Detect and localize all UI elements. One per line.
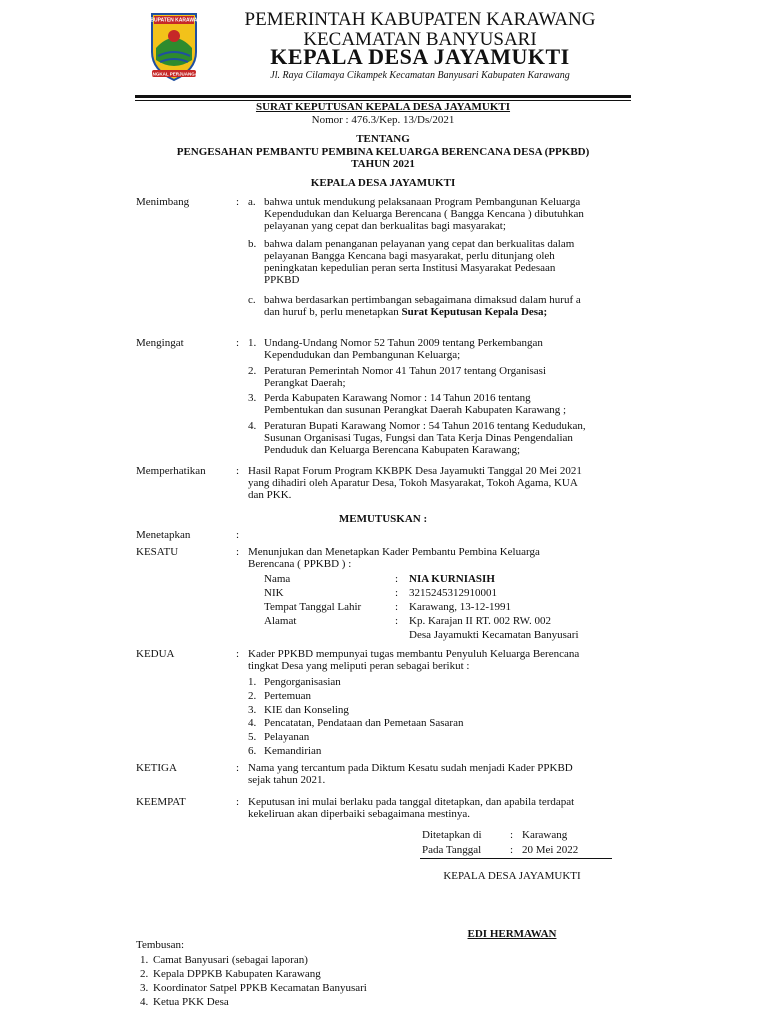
kesatu-label: KESATU [136,546,179,558]
authority-heading: KEPALA DESA JAYAMUKTI [310,177,456,189]
ketiga-label: KETIGA [136,762,177,774]
signature-rule [420,858,612,859]
keempat-colon: : [236,796,240,808]
tembusan-label: Tembusan: [136,939,185,951]
kedua-mark-1: 1. [248,676,257,688]
detail-value-alamat: Kp. Karajan II RT. 002 RW. 002 [409,615,552,627]
kedua-label: KEDUA [136,648,175,660]
kedua-text: Kader PPKBD mempunyai tugas membantu Penyuluh Keluarga Berencana tingkat Desa yang meliputi peran sebagai berikut : [248,648,580,672]
detail-label-nik: NIK [264,587,284,599]
kedua-mark-6: 6. [248,745,257,757]
tembusan-mark-2: 2. [140,968,149,980]
detail-label-nama: Nama [264,573,291,585]
tentang-heading: TENTANG [356,133,410,145]
svg-text:KABUPATEN KARAWANG: KABUPATEN KARAWANG [143,17,205,24]
menimbang-colon: : [236,196,240,208]
memperhatikan-text: Hasil Rapat Forum Program KKBPK Desa Jayamukti Tanggal 20 Mei 2021 yang dihadiri oleh Aparatur Desa, Tokoh Masyarakat, Tokoh Agama, KUA dan PKK. [248,465,582,501]
menimbang-item-b: bahwa dalam penanganan pelayanan yang cepat dan berkualitas dalam pelayanan Bangga Kencana bagi masyarakat, perlu ditunjang oleh peningkatan kepedulian peran serta Institusi Masyarakat Pedesaan PPKBD [264,238,575,286]
detail-colon: : [395,601,399,613]
header-rule-thick [135,95,631,98]
menetapkan-colon: : [236,529,240,541]
detail-colon: : [395,615,399,627]
kedua-item-2: Pertemuan [264,690,312,702]
ketiga-colon: : [236,762,240,774]
detail-label-alamat: Alamat [264,615,297,627]
kedua-item-3: KIE dan Konseling [264,704,349,716]
menimbang-label: Menimbang [136,196,190,208]
place-value: Karawang [522,829,568,841]
tembusan-item-2: Kepala DPPKB Kabupaten Karawang [153,968,321,980]
place-colon: : [510,829,514,841]
kedua-item-5: Pelayanan [264,731,310,743]
header-village-head: KEPALA DESA JAYAMUKTI [270,44,570,69]
tembusan-mark-4: 4. [140,996,149,1008]
mengingat-mark-1: 1. [248,337,257,349]
signature-title: KEPALA DESA JAYAMUKTI [443,870,581,882]
place-label: Ditetapkan di [422,829,482,841]
kedua-mark-3: 3. [248,704,257,716]
detail-colon: : [395,587,399,599]
decree-number: Nomor : 476.3/Kep. 13/Ds/2021 [311,114,455,126]
kedua-mark-5: 5. [248,731,257,743]
date-colon: : [510,844,514,856]
mengingat-mark-2: 2. [248,365,257,377]
menetapkan-label: Menetapkan [136,529,191,541]
detail-label-ttl: Tempat Tanggal Lahir [264,601,362,613]
mengingat-mark-3: 3. [248,392,257,404]
kedua-item-4: Pencatatan, Pendataan dan Pemetaan Sasaran [264,717,464,729]
mengingat-mark-4: 4. [248,420,257,432]
tembusan-mark-3: 3. [140,982,149,994]
detail-value-alamat-line2: Desa Jayamukti Kecamatan Banyusari [409,629,579,641]
kedua-colon: : [236,648,240,660]
menimbang-item-a: bahwa untuk mendukung pelaksanaan Program Pembangunan Keluarga Kependudukan dan Keluarga Berencana ( Bangga Kencana ) dibutuhkan pelayanan yang cepat dan berkualitas bagi masyarakat; [264,196,584,232]
mengingat-colon: : [236,337,240,349]
menimbang-mark-a: a. [248,196,256,208]
kesatu-text: Menunjukan dan Menetapkan Kader Pembantu Pembina Keluarga Berencana ( PPKBD ) : [248,546,540,570]
detail-colon: : [395,573,399,585]
header-address: Jl. Raya Cilamaya Cikampek Kecamatan Banyusari Kabupaten Karawang [270,70,570,81]
kedua-item-1: Pengorganisasian [264,676,341,688]
detail-value-ttl: Karawang, 13-12-1991 [409,601,512,613]
memutuskan-heading: MEMUTUSKAN : [338,513,428,525]
header-government: PEMERINTAH KABUPATEN KARAWANG [244,9,596,30]
header-district: KECAMATAN BANYUSARI [303,29,537,50]
tembusan-mark-1: 1. [140,954,149,966]
detail-value-nama: NIA KURNIASIH [409,573,495,585]
ketiga-text: Nama yang tercantum pada Diktum Kesatu sudah menjadi Kader PPKBD sejak tahun 2021. [248,762,573,786]
kedua-mark-4: 4. [248,717,257,729]
menimbang-item-c: bahwa berdasarkan pertimbangan sebagaimana dimaksud dalam huruf a dan huruf b, perlu menetapkan Surat Keputusan Kepala Desa; [264,294,581,318]
mengingat-label: Mengingat [136,337,184,349]
date-value: 20 Mei 2022 [522,844,579,856]
keempat-label: KEEMPAT [136,796,186,808]
karawang-regency-emblem [143,8,205,84]
decree-subject: PENGESAHAN PEMBANTU PEMBINA KELUARGA BERENCANA DESA (PPKBD) [176,146,590,158]
memperhatikan-label: Memperhatikan [136,465,206,477]
tembusan-item-4: Ketua PKK Desa [153,996,229,1008]
menimbang-mark-b: b. [248,238,257,250]
tembusan-item-1: Camat Banyusari (sebagai laporan) [153,954,308,966]
decree-year: TAHUN 2021 [351,158,415,170]
kedua-mark-2: 2. [248,690,257,702]
signature-name: EDI HERMAWAN [467,928,557,940]
mengingat-item-3: Perda Kabupaten Karawang Nomor : 14 Tahun 2016 tentang Pembentukan dan susunan Perangkat Daerah Kabupaten Karawang ; [264,392,567,416]
keempat-text: Keputusan ini mulai berlaku pada tanggal ditetapkan, dan apabila terdapat kekeliruan akan diperbaiki sebagaimana mestinya. [248,796,575,820]
date-label: Pada Tanggal [422,844,482,856]
mengingat-item-4: Peraturan Bupati Karawang Nomor : 54 Tahun 2016 tentang Kedudukan, Susunan Organisasi Tugas, Fungsi dan Tata Kerja Dinas Pengendalian Penduduk dan Keluarga Berencana Kabupaten Karawang; [264,420,586,456]
detail-value-nik: 3215245312910001 [409,587,497,599]
menimbang-mark-c: c. [248,294,256,306]
tembusan-item-3: Koordinator Satpel PPKB Kecamatan Banyusari [153,982,367,994]
svg-text:PANGKAL PERJUANGAN: PANGKAL PERJUANGAN [146,71,202,77]
mengingat-item-1: Undang-Undang Nomor 52 Tahun 2009 tentang Perkembangan Kependudukan dan Pembangunan Keluarga; [264,337,543,361]
mengingat-item-2: Peraturan Pemerintah Nomor 41 Tahun 2017 tentang Organisasi Perangkat Daerah; [264,365,547,389]
memperhatikan-colon: : [236,465,240,477]
decree-title: SURAT KEPUTUSAN KEPALA DESA JAYAMUKTI [255,101,511,113]
kedua-item-6: Kemandirian [264,745,322,757]
kesatu-colon: : [236,546,240,558]
